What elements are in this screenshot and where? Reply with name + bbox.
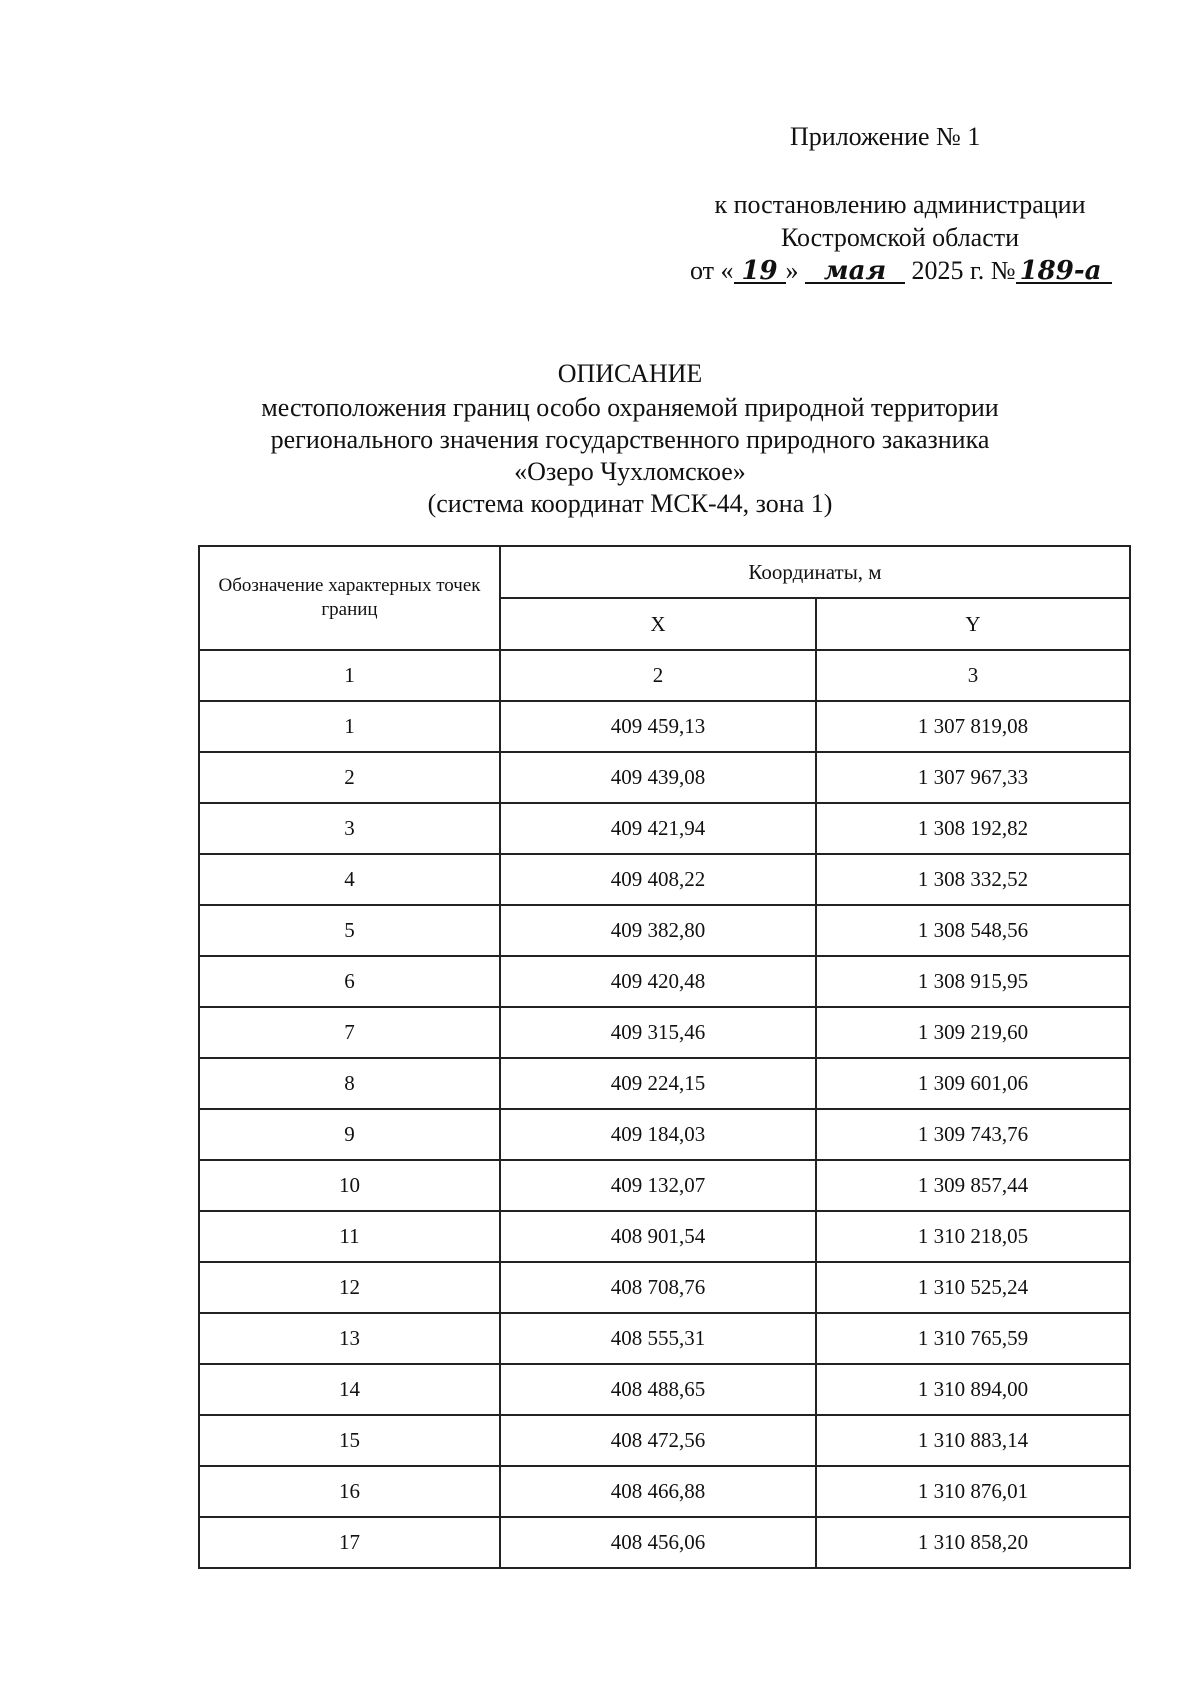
cell-point: 7 — [199, 1007, 500, 1058]
cell-y: 1 309 219,60 — [816, 1007, 1130, 1058]
cell-x: 409 420,48 — [500, 956, 816, 1007]
column-number-row — [199, 650, 1130, 701]
title-line-3: регионального значения государственного природного заказника — [270, 425, 990, 454]
cell-point: 6 — [199, 956, 500, 1007]
appendix-label: Приложение № 1 — [790, 122, 981, 151]
cell-point: 16 — [199, 1466, 500, 1517]
cell-x: 409 184,03 — [500, 1109, 816, 1160]
table-row — [199, 701, 1130, 752]
table-row — [199, 1109, 1130, 1160]
table-row — [199, 1007, 1130, 1058]
date-year: 2025 г. № — [911, 256, 1016, 285]
cell-x: 408 901,54 — [500, 1211, 816, 1262]
header-point-designation: Обозначение характерных точек границ — [199, 546, 500, 650]
cell-x: 409 421,94 — [500, 803, 816, 854]
table-row — [199, 1313, 1130, 1364]
cell-y: 1 310 876,01 — [816, 1466, 1130, 1517]
cell-y: 1 309 743,76 — [816, 1109, 1130, 1160]
table-row — [199, 1211, 1130, 1262]
cell-point: 1 — [199, 701, 500, 752]
cell-point: 14 — [199, 1364, 500, 1415]
date-mid: » — [785, 256, 799, 285]
title-line-2: местоположения границ особо охраняемой природной территории — [261, 393, 999, 422]
decree-reference — [690, 188, 1110, 287]
table-row — [199, 956, 1130, 1007]
cell-x: 409 315,46 — [500, 1007, 816, 1058]
cell-y: 1 310 894,00 — [816, 1364, 1130, 1415]
cell-x: 409 408,22 — [500, 854, 816, 905]
column-number: 3 — [816, 650, 1130, 701]
cell-y: 1 308 548,56 — [816, 905, 1130, 956]
header-x: X — [500, 598, 816, 650]
cell-point: 12 — [199, 1262, 500, 1313]
cell-point: 10 — [199, 1160, 500, 1211]
cell-x: 409 382,80 — [500, 905, 816, 956]
table-row — [199, 1262, 1130, 1313]
cell-y: 1 309 857,44 — [816, 1160, 1130, 1211]
cell-x: 408 456,06 — [500, 1517, 816, 1568]
cell-point: 13 — [199, 1313, 500, 1364]
cell-y: 1 310 218,05 — [816, 1211, 1130, 1262]
table-row — [199, 1364, 1130, 1415]
cell-x: 408 555,31 — [500, 1313, 816, 1364]
cell-y: 1 308 332,52 — [816, 854, 1130, 905]
cell-x: 409 439,08 — [500, 752, 816, 803]
cell-x: 408 488,65 — [500, 1364, 816, 1415]
table-row — [199, 1415, 1130, 1466]
cell-x: 408 466,88 — [500, 1466, 816, 1517]
table-row — [199, 752, 1130, 803]
cell-y: 1 310 765,59 — [816, 1313, 1130, 1364]
cell-x: 409 132,07 — [500, 1160, 816, 1211]
cell-x: 408 708,76 — [500, 1262, 816, 1313]
cell-y: 1 307 967,33 — [816, 752, 1130, 803]
table-body — [199, 650, 1130, 1568]
cell-point: 17 — [199, 1517, 500, 1568]
handwritten-day: 19 — [734, 260, 786, 284]
cell-y: 1 308 915,95 — [816, 956, 1130, 1007]
table-row — [199, 1160, 1130, 1211]
decree-line-1: к постановлению администрации — [714, 190, 1086, 219]
cell-point: 15 — [199, 1415, 500, 1466]
title-line-4: «Озеро Чухломское» — [514, 457, 746, 486]
column-number: 1 — [199, 650, 500, 701]
cell-y: 1 309 601,06 — [816, 1058, 1130, 1109]
table-row — [199, 905, 1130, 956]
cell-point: 2 — [199, 752, 500, 803]
cell-y: 1 310 525,24 — [816, 1262, 1130, 1313]
date-prefix: от « — [690, 256, 734, 285]
cell-point: 8 — [199, 1058, 500, 1109]
column-number: 2 — [500, 650, 816, 701]
cell-y: 1 308 192,82 — [816, 803, 1130, 854]
table-row — [199, 1517, 1130, 1568]
cell-x: 409 224,15 — [500, 1058, 816, 1109]
cell-point: 3 — [199, 803, 500, 854]
decree-line-2: Костромской области — [780, 223, 1020, 252]
cell-point: 9 — [199, 1109, 500, 1160]
handwritten-month: мая — [805, 260, 905, 284]
cell-point: 5 — [199, 905, 500, 956]
cell-y: 1 307 819,08 — [816, 701, 1130, 752]
coordinates-table — [198, 545, 1131, 1569]
header-coordinates: Координаты, м — [500, 546, 1130, 598]
cell-point: 4 — [199, 854, 500, 905]
handwritten-decree-number: 189-а — [1016, 260, 1112, 284]
cell-point: 11 — [199, 1211, 500, 1262]
decree-date-line — [690, 254, 1110, 287]
table-row — [199, 1058, 1130, 1109]
cell-y: 1 310 883,14 — [816, 1415, 1130, 1466]
title-line-1: ОПИСАНИЕ — [557, 359, 703, 388]
document-title — [200, 358, 1060, 520]
table-row — [199, 803, 1130, 854]
header-y: Y — [816, 598, 1130, 650]
cell-x: 408 472,56 — [500, 1415, 816, 1466]
cell-x: 409 459,13 — [500, 701, 816, 752]
title-line-5: (система координат МСК-44, зона 1) — [427, 489, 833, 518]
cell-y: 1 310 858,20 — [816, 1517, 1130, 1568]
table-row — [199, 854, 1130, 905]
table-row — [199, 1466, 1130, 1517]
